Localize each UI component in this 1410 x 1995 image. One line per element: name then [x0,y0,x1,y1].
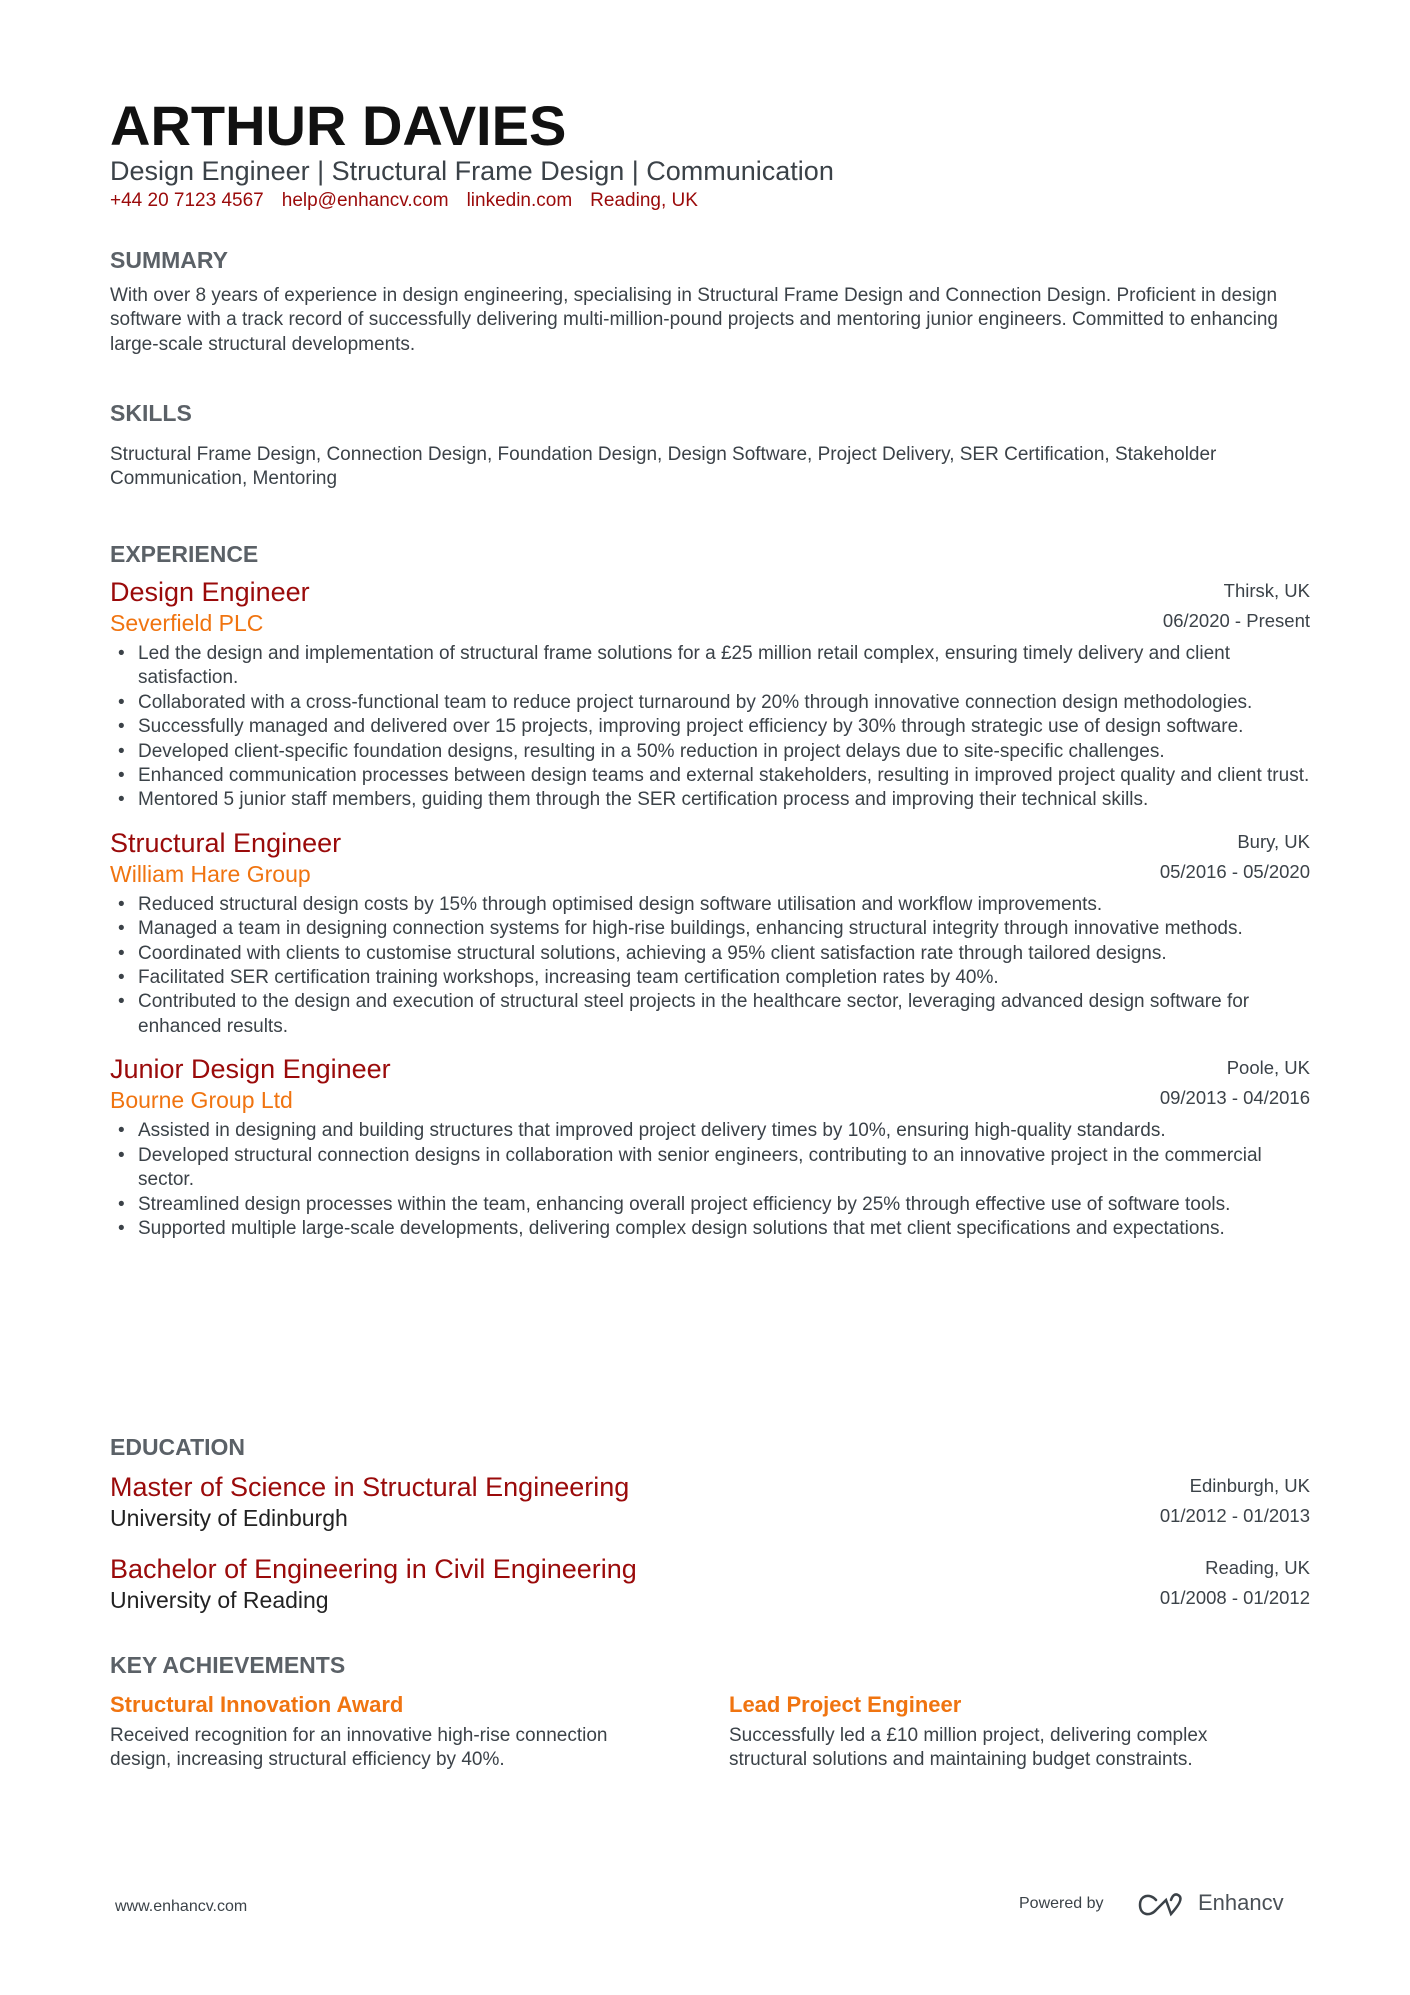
bullet-item: • Streamlined design processes within the team, enhancing overall project efficiency by 25% through effective use of software tools. [110,1193,1310,1217]
education-item [110,1471,1310,1533]
job-title: Junior Design Engineer [110,1054,391,1085]
enhancv-brand: Enhancv [1198,1890,1284,1915]
achievement-text: Received recognition for an innovative high-rise connection design, increasing structural efficiency by 40%. [110,1725,608,1771]
contact-row [110,189,1310,213]
bullet-item: • Managed a team in designing connection systems for high-rise buildings, enhancing structural integrity through innovative methods. [110,917,1310,941]
dates: 01/2008 - 01/2012 [1159,1587,1310,1608]
bullet-item: • Contributed to the design and execution of structural steel projects in the healthcare sector, leveraging advanced design software for enhanced results. [110,990,1310,1039]
company-name: Bourne Group Ltd [110,1087,293,1114]
section-heading: SUMMARY [110,247,228,273]
job-location: Bury, UK [1237,830,1310,852]
skills-section [110,399,1310,492]
achievement-item [110,1690,670,1773]
section-heading: SKILLS [110,400,192,426]
job-entry [110,827,1310,1039]
bullet-item: • Supported multiple large-scale developments, delivering complex design solutions that met client specifications and expectations. [110,1217,1310,1241]
education-item [110,1553,1310,1615]
summary-section [110,246,1310,357]
job-entry [110,576,1310,813]
powered-by-label: Powered by [1019,1895,1104,1912]
job-dates: 09/2013 - 04/2016 [1159,1087,1310,1109]
bullet-item: • Assisted in designing and building structures that improved project delivery times by 10%, ensuring high-quality standards. [110,1119,1310,1143]
company-name: William Hare Group [110,860,311,887]
bullet-item: • Developed client-specific foundation designs, resulting in a 50% reduction in project delays due to site-specific challenges. [110,740,1310,764]
footer-website[interactable]: www.enhancv.com [115,1898,248,1915]
school: University of Edinburgh [110,1505,348,1531]
skills-text: Structural Frame Design, Connection Design, Foundation Design, Design Software, Project Delivery, SER Certification, Stakeholder Communication, Mentoring [110,444,1217,490]
bullet-item: • Facilitated SER certification training workshops, increasing team certification completion rates by 40%. [110,966,1310,990]
section-heading: EXPERIENCE [110,541,259,567]
job-title: Structural Engineer [110,827,342,858]
bullet-item: • Developed structural connection designs in collaboration with senior engineers, contributing to an innovative project in the commercial sector. [110,1144,1310,1193]
achievement-text: Successfully led a £10 million project, delivering complex structural solutions and maintaining budget constraints. [729,1725,1208,1771]
job-entry [110,1053,1310,1241]
bullet-list [110,642,1310,813]
location: Edinburgh, UK [1189,1475,1310,1496]
bullet-item: • Coordinated with clients to customise structural solutions, achieving a 95% client satisfaction rate through tailored designs. [110,942,1310,966]
bullet-list [110,893,1310,1039]
job-title: Design Engineer [110,577,310,607]
linkedin-link[interactable]: linkedin.com [466,190,573,211]
degree: Master of Science in Structural Engineering [110,1472,630,1502]
school: University of Reading [110,1587,329,1613]
summary-text: With over 8 years of experience in design engineering, specialising in Structural Frame Design and Connection Design. Proficient in design software with a track record of successfully delivering multi-million-pound projects and mentoring junior engineers. Committed to enhancing large-scale structural developments. [110,285,1278,355]
bullet-item: • Led the design and implementation of structural frame solutions for a £25 million retail complex, ensuring timely delivery and client satisfaction. [110,642,1310,691]
section-heading: KEY ACHIEVEMENTS [110,1652,346,1678]
bullet-item: • Enhanced communication processes between design teams and external stakeholders, resulting in improved project quality and client trust. [110,764,1310,788]
bullet-item: • Reduced structural design costs by 15% through optimised design software utilisation and workflow improvements. [110,893,1310,917]
email-link[interactable]: help@enhancv.com [281,190,449,211]
bullet-list [110,1119,1310,1241]
bullet-item: • Collaborated with a cross-functional team to reduce project turnaround by 20% through innovative connection design methodologies. [110,691,1310,715]
achievement-item [729,1690,1289,1773]
job-location: Poole, UK [1226,1057,1310,1079]
dates: 01/2012 - 01/2013 [1159,1505,1310,1526]
job-dates: 06/2020 - Present [1162,610,1310,631]
headline: Design Engineer | Structural Frame Design | Communication [110,156,834,186]
section-heading: EDUCATION [110,1434,246,1460]
enhancv-logo-icon [1138,1892,1184,1923]
bullet-item: • Mentored 5 junior staff members, guiding them through the SER certification process and improving their technical skills. [110,788,1310,812]
candidate-name: ARTHUR DAVIES [110,94,567,157]
achievement-title: Lead Project Engineer [729,1692,962,1717]
degree: Bachelor of Engineering in Civil Engineering [110,1554,637,1584]
location: Reading, UK [590,190,698,211]
company-name: Severfield PLC [110,610,264,636]
job-dates: 05/2016 - 05/2020 [1159,860,1310,882]
location: Reading, UK [1205,1557,1310,1578]
achievement-title: Structural Innovation Award [110,1692,404,1717]
job-location: Thirsk, UK [1223,580,1310,601]
education-section [110,1433,1310,1615]
phone[interactable]: +44 20 7123 4567 [110,190,264,211]
experience-section [110,540,1310,1241]
bullet-item: • Successfully managed and delivered over 15 projects, improving project efficiency by 30% through strategic use of design software. [110,715,1310,739]
